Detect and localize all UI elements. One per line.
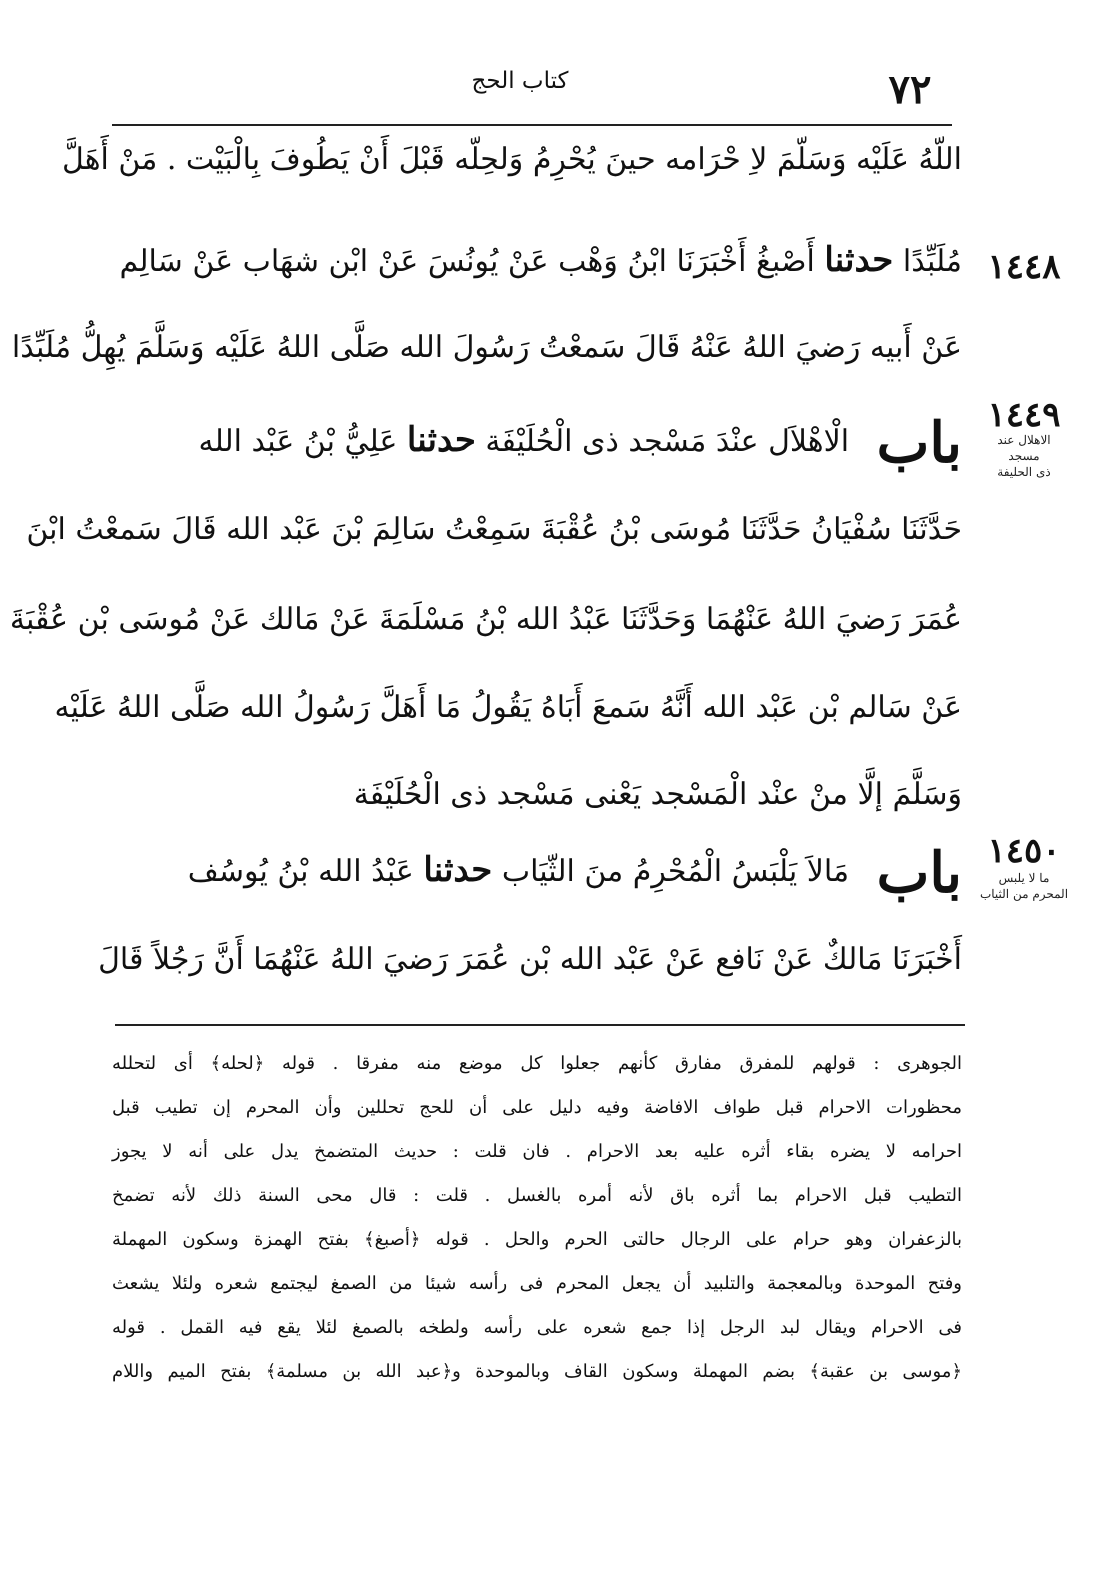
- page-title: كتاب الحج: [471, 68, 569, 94]
- margin-note-line: ما لا يلبس: [998, 871, 1050, 885]
- text-line-2-start: مُلَبِّدًا: [902, 244, 962, 279]
- text-line-3: عَنْ أَبيه رَضيَ اللهُ عَنْهُ قَالَ سَمعْتُ رَسُولَ الله صَلَّى اللهُ عَلَيْه وَسَلَّمَ يُهِلُّ مُلَبِّدًا: [11, 330, 962, 365]
- commentary-line-6: وفتح الموحدة وبالمعجمة والتلبيد أن يجعل المحرم فى رأسه شيئا من الصمغ ليجتمع شعره ولئلا يشعث: [112, 1273, 962, 1294]
- text-line-1: اللّهُ عَلَيْه وَسَلّمَ لاِ حْرَامه حينَ يُحْرِمُ وَلحِلّه قَبْلَ أَنْ يَطُوفَ بِالْبَيْت . مَنْ أَهَلَّ: [61, 142, 962, 177]
- text-line-2-rest: أَصْبغُ أَخْبَرَنَا ابْنُ وَهْب عَنْ يُونُسَ عَنْ ابْن شهَاب عَنْ سَالِم: [119, 244, 815, 279]
- margin-note-line: مسجد: [1008, 449, 1040, 463]
- bab-heading: باب: [876, 840, 962, 906]
- margin-note-line: ذى الحليفة: [997, 465, 1051, 479]
- chapter-title-ihlal: الْاهْلاَل عنْدَ مَسْجد ذى الْحُلَيْفَة: [485, 424, 850, 459]
- commentary-line-1: الجوهرى : قولهم للمفرق مفارق كأنهم جعلوا كل موضع منه مفرقا . قوله ﴿لحله﴾ أى لتحلله: [112, 1053, 962, 1074]
- text-line-8: وَسَلَّمَ إلَّا منْ عنْد الْمَسْجد يَعْنى مَسْجد ذى الْحُلَيْفَة: [353, 777, 962, 812]
- text-line-2: [112, 230, 962, 290]
- margin-note-1449: [965, 432, 1083, 480]
- haddathana-label: حدثنا: [423, 850, 493, 890]
- haddathana-label: حدثنا: [824, 240, 894, 280]
- text-line-10: أَخْبَرَنَا مَالكٌ عَنْ نَافع عَنْ عَبْد الله بْن عُمَرَ رَضيَ اللهُ عَنْهُمَا أَنَّ رَجُلاً قَالَ: [98, 942, 962, 977]
- haddathana-label: حدثنا: [406, 420, 476, 460]
- margin-note-line: الاهلال عند: [997, 433, 1051, 447]
- text-line-9: [112, 840, 962, 906]
- commentary-line-4: التطيب قبل الاحرام بما أثره باق لأنه أمره بالغسل . قلت : قال محى السنة ذلك لأنه تضمخ: [112, 1185, 962, 1206]
- chapter-title-libas: مَالاَ يَلْبَسُ الْمُحْرِمُ منَ الثّيَاب: [501, 854, 850, 889]
- hadith-number-1449: ١٤٤٩: [987, 395, 1061, 435]
- text-line-4: [112, 410, 962, 476]
- commentary-line-5: بالزعفران وهو حرام على الرجال حالتى الحرم والحل . قوله ﴿أصبغ﴾ بفتح الهمزة وسكون المهملة: [112, 1229, 962, 1250]
- header-rule: [112, 124, 952, 126]
- page-number: ٧٢: [888, 66, 932, 113]
- text-line-9-rest: عَبْدُ الله بْنُ يُوسُف: [187, 854, 414, 889]
- text-line-5: حَدَّثَنَا سُفْيَانُ حَدَّثَنَا مُوسَى بْنُ عُقْبَةَ سَمِعْتُ سَالِمَ بْنَ عَبْد الله قَالَ سَمعْتُ ابْنَ: [26, 512, 962, 547]
- commentary-rule: [115, 1024, 965, 1026]
- text-line-6: عُمَرَ رَضيَ اللهُ عَنْهُمَا وَحَدَّثَنَا عَبْدُ الله بْنُ مَسْلَمَةَ عَنْ مَالك عَنْ مُوسَى بْن عُقْبَةَ: [9, 602, 962, 637]
- hadith-number-1448: ١٤٤٨: [987, 247, 1061, 287]
- bab-heading: باب: [876, 410, 962, 476]
- text-line-4-rest: عَلِيُّ بْنُ عَبْد الله: [198, 424, 398, 459]
- commentary-line-3: احرامه لا يضره بقاء أثره عليه بعد الاحرام . فان قلت : حديث المتضمخ يدل على أنه لا يجوز: [112, 1141, 962, 1162]
- hadith-number-1450: ١٤٥٠: [987, 831, 1061, 871]
- commentary-line-8: ﴿موسى بن عقبة﴾ بضم المهملة وسكون القاف وبالموحدة و﴿عبد الله بن مسلمة﴾ بفتح الميم واللام: [112, 1361, 962, 1382]
- commentary-line-2: محظورات الاحرام قبل طواف الافاضة وفيه دليل على أن للحج تحللين وأن المحرم إن تطيب قبل: [112, 1097, 962, 1118]
- margin-note-line: المحرم من الثياب: [979, 887, 1069, 901]
- text-line-7: عَنْ سَالم بْن عَبْد الله أَنَّهُ سَمعَ أَبَاهُ يَقُولُ مَا أَهَلَّ رَسُولُ الله صَلَّى اللهُ عَلَيْه: [54, 690, 962, 725]
- margin-note-1450: [965, 870, 1083, 902]
- commentary-line-7: فى الاحرام ويقال لبد الرجل إذا جمع شعره على رأسه ولطخه بالصمغ لئلا يقع فيه القمل . قوله: [112, 1317, 962, 1338]
